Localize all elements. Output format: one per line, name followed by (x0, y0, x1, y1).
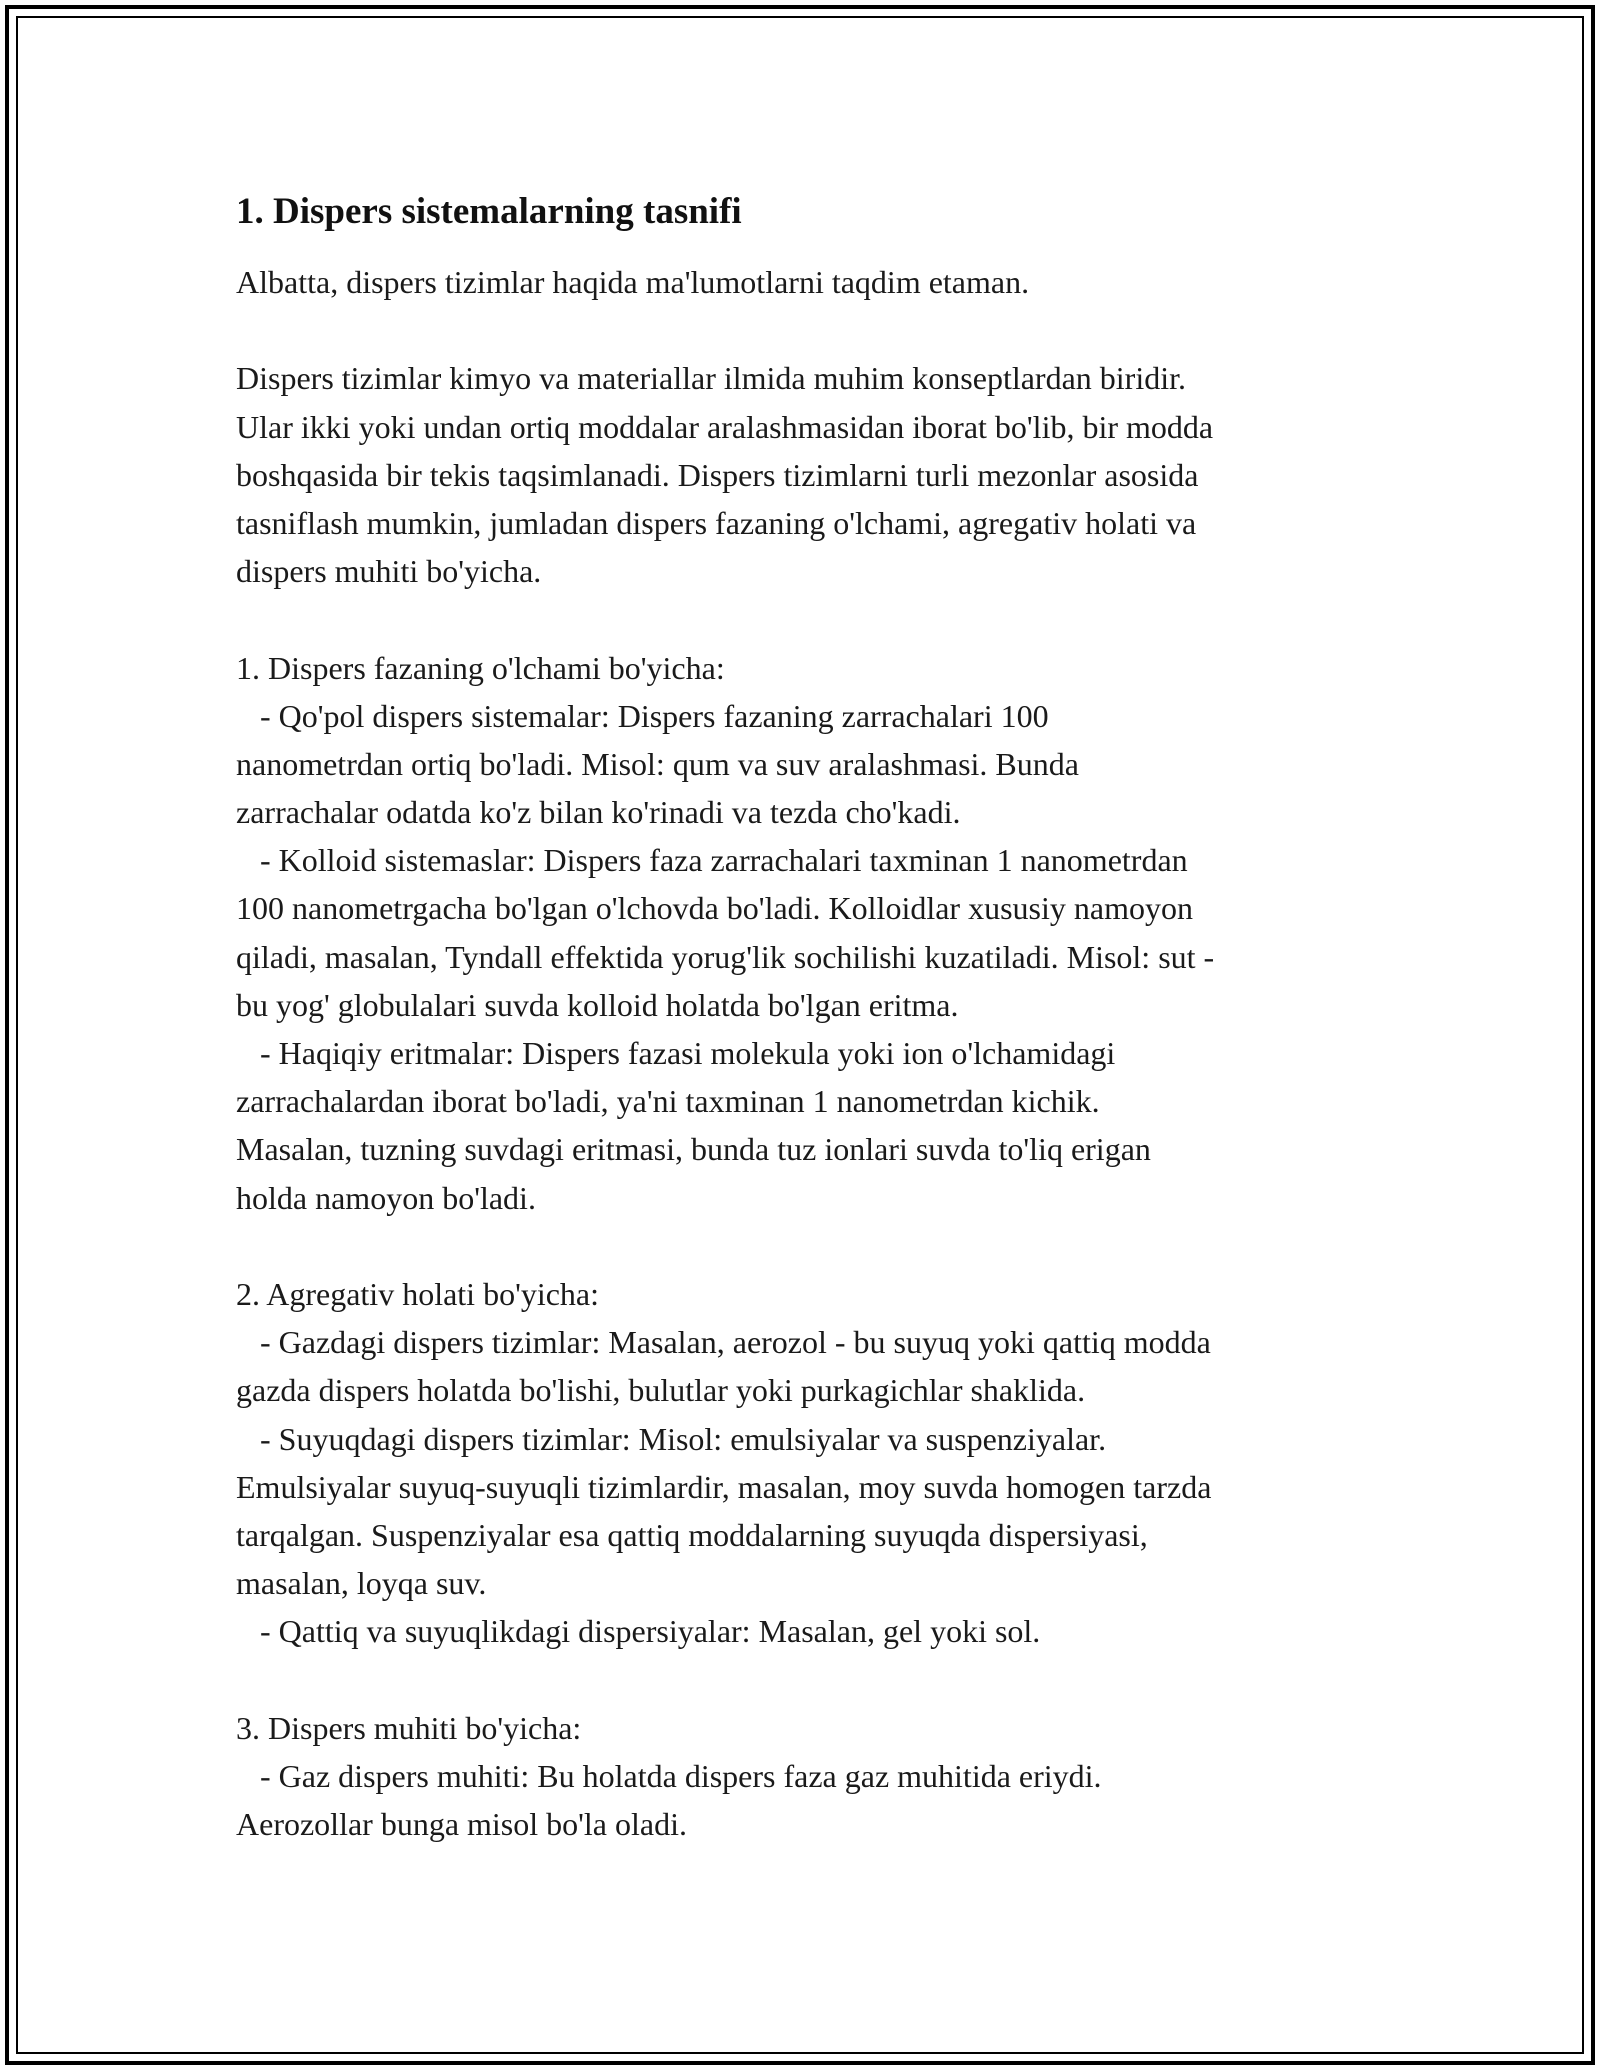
text-line: - Suyuqdagi dispers tizimlar: Misol: emulsiyalar va suspenziyalar. (236, 1420, 1107, 1457)
text-line: zarrachalardan iborat bo'ladi, ya'ni taxminan 1 nanometrdan kichik. (236, 1083, 1100, 1120)
blank-line (236, 306, 1376, 354)
text-line: - Gaz dispers muhiti: Bu holatda dispers faza gaz muhitida eriydi. (236, 1757, 1102, 1794)
document-heading: 1. Dispers sistemalarning tasnifi (236, 191, 742, 232)
text-line: boshqasida bir tekis taqsimlanadi. Dispers tizimlarni turli mezonlar asosida (236, 456, 1199, 493)
text-line: Emulsiyalar suyuq-suyuqli tizimlardir, masalan, moy suvda homogen tarzda (236, 1468, 1212, 1505)
text-line: gazda dispers holatda bo'lishi, bulutlar yoki purkagichlar shaklida. (236, 1372, 1086, 1409)
text-line: masalan, loyqa suv. (236, 1565, 487, 1602)
blank-line (236, 595, 1376, 643)
text-line: tasniflash mumkin, jumladan dispers fazaning o'lchami, agregativ holati va (236, 504, 1197, 541)
text-line: Dispers tizimlar kimyo va materiallar ilmida muhim konseptlardan biridir. (236, 360, 1186, 397)
text-line: dispers muhiti bo'yicha. (236, 553, 542, 590)
text-line: - Qo'pol dispers sistemalar: Dispers fazaning zarrachalari 100 (236, 697, 1049, 734)
text-line: - Haqiqiy eritmalar: Dispers fazasi molekula yoki ion o'lchamidagi (236, 1035, 1116, 1071)
text-line: 1. Dispers fazaning o'lchami bo'yicha: (236, 649, 725, 686)
document-text (236, 258, 1376, 1848)
blank-line (236, 1655, 1376, 1703)
text-line: 2. Agregativ holati bo'yicha: (236, 1275, 600, 1312)
blank-line (236, 1222, 1376, 1270)
text-line: - Kolloid sistemaslar: Dispers faza zarrachalari taxminan 1 nanometrdan (236, 842, 1188, 879)
text-line: Masalan, tuzning suvdagi eritmasi, bunda tuz ionlari suvda to'liq erigan (236, 1131, 1151, 1168)
text-line: 3. Dispers muhiti bo'yicha: (236, 1709, 582, 1746)
text-line: qiladi, masalan, Tyndall effektida yorug'lik sochilishi kuzatiladi. Misol: sut - (236, 938, 1215, 975)
text-line: bu yog' globulalari suvda kolloid holatda bo'lgan eritma. (236, 986, 959, 1023)
text-line: Ular ikki yoki undan ortiq moddalar aralashmasidan iborat bo'lib, bir modda (236, 408, 1214, 445)
text-line: zarrachalar odatda ko'z bilan ko'rinadi va tezda cho'kadi. (236, 794, 961, 831)
text-line: nanometrdan ortiq bo'ladi. Misol: qum va suv aralashmasi. Bunda (236, 745, 1079, 782)
text-line: tarqalgan. Suspenziyalar esa qattiq moddalarning suyuqda dispersiyasi, (236, 1516, 1148, 1553)
text-line: Albatta, dispers tizimlar haqida ma'lumotlarni taqdim etaman. (236, 264, 1030, 300)
text-line: - Qattiq va suyuqlikdagi dispersiyalar: Masalan, gel yoki sol. (236, 1613, 1041, 1650)
text-line: holda namoyon bo'ladi. (236, 1179, 536, 1216)
text-line: 100 nanometrgacha bo'lgan o'lchovda bo'ladi. Kolloidlar xususiy namoyon (236, 890, 1193, 927)
document-body (236, 186, 1376, 1848)
text-line: - Gazdagi dispers tizimlar: Masalan, aerozol - bu suyuq yoki qattiq modda (236, 1324, 1211, 1361)
text-line: Aerozollar bunga misol bo'la oladi. (236, 1806, 687, 1842)
